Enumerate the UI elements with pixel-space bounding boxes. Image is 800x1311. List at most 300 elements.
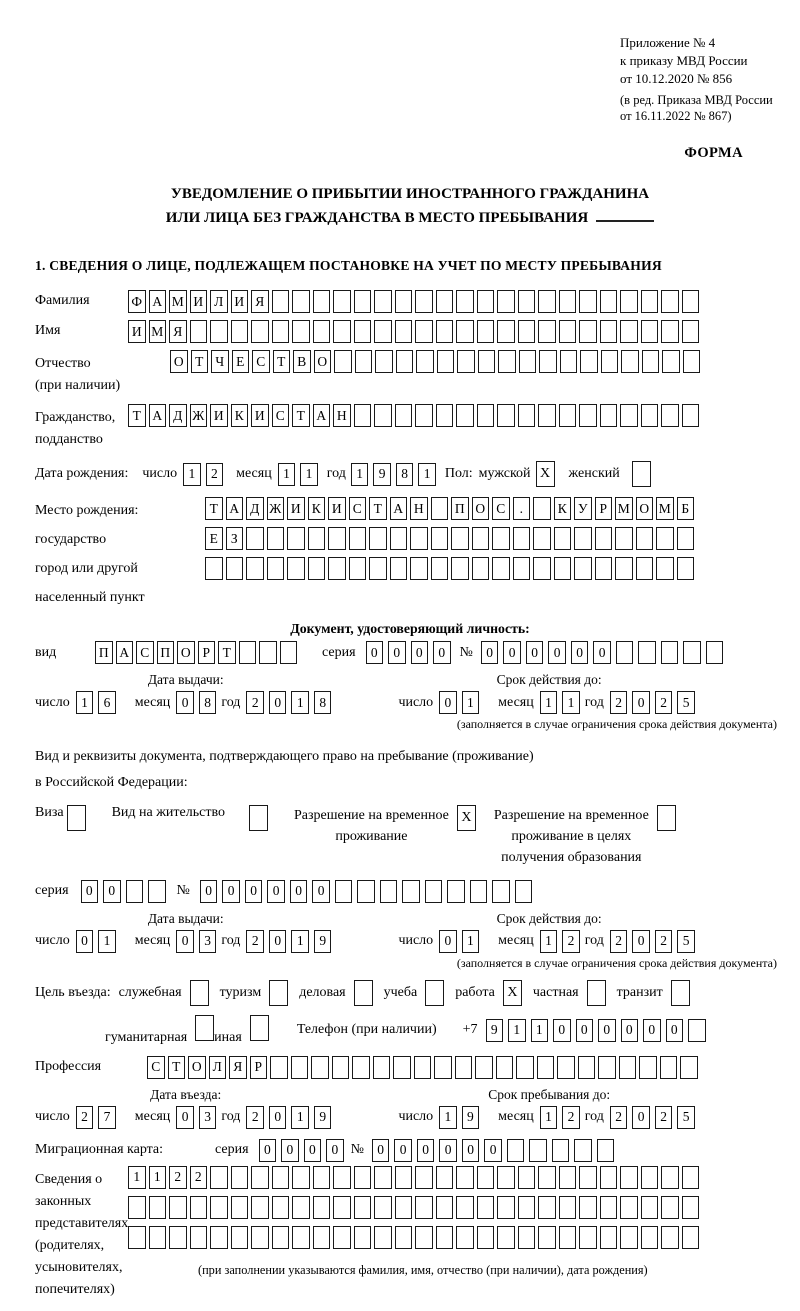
char-cell[interactable]: [661, 290, 679, 313]
char-cell[interactable]: 0: [503, 641, 521, 664]
char-cell[interactable]: 2: [610, 1106, 628, 1129]
char-cell[interactable]: [333, 1166, 351, 1189]
char-cell[interactable]: Т: [205, 497, 223, 520]
char-cell[interactable]: [437, 350, 455, 373]
char-cell[interactable]: [355, 350, 373, 373]
char-cell[interactable]: 0: [304, 1139, 322, 1162]
char-cell[interactable]: [472, 527, 490, 550]
char-cell[interactable]: [498, 350, 516, 373]
char-cell[interactable]: [190, 1226, 208, 1249]
char-cell[interactable]: Д: [246, 497, 264, 520]
char-cell[interactable]: 2: [169, 1166, 187, 1189]
char-cell[interactable]: Л: [210, 290, 228, 313]
char-cell[interactable]: [354, 404, 372, 427]
residence-expiry-year-cells[interactable]: [610, 930, 700, 953]
char-cell[interactable]: [259, 641, 277, 664]
char-cell[interactable]: Ф: [128, 290, 146, 313]
char-cell[interactable]: [538, 404, 556, 427]
char-cell[interactable]: [552, 1139, 570, 1162]
char-cell[interactable]: [267, 527, 285, 550]
char-cell[interactable]: [231, 1196, 249, 1219]
char-cell[interactable]: [149, 1226, 167, 1249]
char-cell[interactable]: 1: [462, 930, 480, 953]
visa-checkbox[interactable]: [67, 805, 86, 831]
profession-cells[interactable]: [147, 1056, 701, 1079]
surname-cells[interactable]: [128, 290, 702, 313]
char-cell[interactable]: [620, 1166, 638, 1189]
char-cell[interactable]: [272, 1226, 290, 1249]
char-cell[interactable]: [369, 527, 387, 550]
char-cell[interactable]: [620, 320, 638, 343]
firstname-cells[interactable]: [128, 320, 702, 343]
char-cell[interactable]: [335, 880, 353, 903]
char-cell[interactable]: [513, 557, 531, 580]
char-cell[interactable]: 2: [246, 930, 264, 953]
char-cell[interactable]: С: [492, 497, 510, 520]
char-cell[interactable]: М: [615, 497, 633, 520]
char-cell[interactable]: 0: [269, 1106, 287, 1129]
char-cell[interactable]: [656, 557, 674, 580]
char-cell[interactable]: [682, 1166, 700, 1189]
char-cell[interactable]: 1: [278, 463, 296, 486]
char-cell[interactable]: 0: [481, 641, 499, 664]
char-cell[interactable]: [210, 320, 228, 343]
char-cell[interactable]: П: [451, 497, 469, 520]
birth-place-cells-row2[interactable]: [205, 527, 697, 550]
char-cell[interactable]: 1: [540, 1106, 558, 1129]
char-cell[interactable]: 1: [439, 1106, 457, 1129]
char-cell[interactable]: [559, 320, 577, 343]
char-cell[interactable]: [641, 404, 659, 427]
char-cell[interactable]: 0: [417, 1139, 435, 1162]
char-cell[interactable]: [636, 527, 654, 550]
char-cell[interactable]: 2: [562, 930, 580, 953]
char-cell[interactable]: [333, 290, 351, 313]
char-cell[interactable]: [507, 1139, 525, 1162]
entry-day-cells[interactable]: [76, 1106, 121, 1129]
char-cell[interactable]: [354, 1226, 372, 1249]
char-cell[interactable]: [354, 1196, 372, 1219]
char-cell[interactable]: И: [251, 404, 269, 427]
char-cell[interactable]: [537, 1056, 555, 1079]
char-cell[interactable]: 0: [411, 641, 429, 664]
stay-year-cells[interactable]: [610, 1106, 700, 1129]
birth-month-cells[interactable]: [278, 463, 323, 486]
char-cell[interactable]: [518, 1166, 536, 1189]
char-cell[interactable]: 0: [632, 691, 650, 714]
char-cell[interactable]: О: [314, 350, 332, 373]
purpose-option-checkbox[interactable]: [190, 980, 209, 1006]
char-cell[interactable]: [313, 1166, 331, 1189]
representatives-cells-row2[interactable]: [128, 1196, 702, 1219]
char-cell[interactable]: У: [574, 497, 592, 520]
char-cell[interactable]: [497, 290, 515, 313]
char-cell[interactable]: [210, 1166, 228, 1189]
char-cell[interactable]: [456, 290, 474, 313]
char-cell[interactable]: [538, 1226, 556, 1249]
entry-month-cells[interactable]: [176, 1106, 221, 1129]
char-cell[interactable]: Т: [273, 350, 291, 373]
char-cell[interactable]: [328, 557, 346, 580]
char-cell[interactable]: З: [226, 527, 244, 550]
char-cell[interactable]: 0: [176, 691, 194, 714]
char-cell[interactable]: [374, 1166, 392, 1189]
char-cell[interactable]: 1: [291, 691, 309, 714]
birth-day-cells[interactable]: [183, 463, 228, 486]
residence-expiry-day-cells[interactable]: [439, 930, 484, 953]
char-cell[interactable]: [425, 880, 443, 903]
char-cell[interactable]: 2: [562, 1106, 580, 1129]
char-cell[interactable]: П: [157, 641, 175, 664]
char-cell[interactable]: [574, 557, 592, 580]
char-cell[interactable]: [477, 1166, 495, 1189]
char-cell[interactable]: 0: [269, 691, 287, 714]
char-cell[interactable]: С: [252, 350, 270, 373]
char-cell[interactable]: [395, 1196, 413, 1219]
char-cell[interactable]: [661, 404, 679, 427]
char-cell[interactable]: [533, 527, 551, 550]
char-cell[interactable]: [436, 1226, 454, 1249]
char-cell[interactable]: [251, 1196, 269, 1219]
char-cell[interactable]: [416, 350, 434, 373]
char-cell[interactable]: [333, 320, 351, 343]
residence-expiry-month-cells[interactable]: [540, 930, 585, 953]
char-cell[interactable]: [513, 527, 531, 550]
char-cell[interactable]: 9: [486, 1019, 504, 1042]
char-cell[interactable]: 3: [199, 1106, 217, 1129]
char-cell[interactable]: [641, 290, 659, 313]
char-cell[interactable]: Я: [169, 320, 187, 343]
char-cell[interactable]: [395, 1226, 413, 1249]
char-cell[interactable]: [287, 527, 305, 550]
char-cell[interactable]: [313, 1226, 331, 1249]
char-cell[interactable]: [205, 557, 223, 580]
char-cell[interactable]: 1: [128, 1166, 146, 1189]
char-cell[interactable]: [374, 1196, 392, 1219]
char-cell[interactable]: [600, 1226, 618, 1249]
char-cell[interactable]: [436, 320, 454, 343]
char-cell[interactable]: [292, 1166, 310, 1189]
char-cell[interactable]: [402, 880, 420, 903]
char-cell[interactable]: [456, 1226, 474, 1249]
char-cell[interactable]: Н: [410, 497, 428, 520]
char-cell[interactable]: [595, 557, 613, 580]
char-cell[interactable]: [597, 1139, 615, 1162]
char-cell[interactable]: [677, 527, 695, 550]
char-cell[interactable]: О: [177, 641, 195, 664]
char-cell[interactable]: [680, 1056, 698, 1079]
char-cell[interactable]: Т: [191, 350, 209, 373]
char-cell[interactable]: [374, 320, 392, 343]
char-cell[interactable]: [374, 290, 392, 313]
char-cell[interactable]: 0: [394, 1139, 412, 1162]
char-cell[interactable]: [477, 1226, 495, 1249]
char-cell[interactable]: [333, 1226, 351, 1249]
char-cell[interactable]: 0: [548, 641, 566, 664]
char-cell[interactable]: В: [293, 350, 311, 373]
purpose-option-checkbox[interactable]: [671, 980, 690, 1006]
char-cell[interactable]: И: [128, 320, 146, 343]
expiry-year-cells[interactable]: [610, 691, 700, 714]
char-cell[interactable]: [415, 290, 433, 313]
char-cell[interactable]: [600, 290, 618, 313]
char-cell[interactable]: [620, 1226, 638, 1249]
char-cell[interactable]: [354, 1166, 372, 1189]
char-cell[interactable]: [620, 404, 638, 427]
char-cell[interactable]: М: [149, 320, 167, 343]
char-cell[interactable]: [436, 1196, 454, 1219]
char-cell[interactable]: [682, 404, 700, 427]
char-cell[interactable]: [538, 1166, 556, 1189]
char-cell[interactable]: И: [210, 404, 228, 427]
char-cell[interactable]: 0: [553, 1019, 571, 1042]
char-cell[interactable]: [456, 404, 474, 427]
char-cell[interactable]: 1: [540, 930, 558, 953]
char-cell[interactable]: [414, 1056, 432, 1079]
char-cell[interactable]: 0: [366, 641, 384, 664]
char-cell[interactable]: [451, 557, 469, 580]
char-cell[interactable]: П: [95, 641, 113, 664]
char-cell[interactable]: [497, 1196, 515, 1219]
char-cell[interactable]: [470, 880, 488, 903]
char-cell[interactable]: [492, 527, 510, 550]
phone-cells[interactable]: [486, 1019, 711, 1042]
char-cell[interactable]: 0: [462, 1139, 480, 1162]
char-cell[interactable]: 0: [245, 880, 263, 903]
char-cell[interactable]: [682, 290, 700, 313]
char-cell[interactable]: [538, 1196, 556, 1219]
char-cell[interactable]: 0: [643, 1019, 661, 1042]
char-cell[interactable]: [497, 1166, 515, 1189]
char-cell[interactable]: 0: [484, 1139, 502, 1162]
char-cell[interactable]: 0: [267, 880, 285, 903]
char-cell[interactable]: [246, 527, 264, 550]
char-cell[interactable]: [688, 1019, 706, 1042]
char-cell[interactable]: [231, 1226, 249, 1249]
char-cell[interactable]: [455, 1056, 473, 1079]
char-cell[interactable]: [374, 404, 392, 427]
char-cell[interactable]: 0: [259, 1139, 277, 1162]
char-cell[interactable]: .: [513, 497, 531, 520]
char-cell[interactable]: [475, 1056, 493, 1079]
temp-permit-checkbox[interactable]: X: [457, 805, 476, 831]
edu-permit-checkbox[interactable]: [657, 805, 676, 831]
char-cell[interactable]: [677, 557, 695, 580]
char-cell[interactable]: Т: [128, 404, 146, 427]
char-cell[interactable]: [600, 1196, 618, 1219]
char-cell[interactable]: 9: [314, 1106, 332, 1129]
char-cell[interactable]: 0: [433, 641, 451, 664]
char-cell[interactable]: [579, 1226, 597, 1249]
char-cell[interactable]: 1: [300, 463, 318, 486]
residence-series-cells[interactable]: [81, 880, 171, 903]
char-cell[interactable]: 9: [373, 463, 391, 486]
char-cell[interactable]: М: [656, 497, 674, 520]
char-cell[interactable]: [478, 350, 496, 373]
char-cell[interactable]: И: [287, 497, 305, 520]
char-cell[interactable]: [126, 880, 144, 903]
char-cell[interactable]: [287, 557, 305, 580]
char-cell[interactable]: [554, 557, 572, 580]
char-cell[interactable]: 2: [246, 1106, 264, 1129]
char-cell[interactable]: [395, 290, 413, 313]
char-cell[interactable]: [292, 1226, 310, 1249]
issue-day-cells[interactable]: [76, 691, 121, 714]
char-cell[interactable]: [354, 320, 372, 343]
char-cell[interactable]: 2: [246, 691, 264, 714]
char-cell[interactable]: [431, 557, 449, 580]
char-cell[interactable]: [415, 1196, 433, 1219]
char-cell[interactable]: [354, 290, 372, 313]
char-cell[interactable]: [533, 557, 551, 580]
char-cell[interactable]: [395, 404, 413, 427]
char-cell[interactable]: А: [313, 404, 331, 427]
char-cell[interactable]: Р: [250, 1056, 268, 1079]
char-cell[interactable]: [579, 404, 597, 427]
char-cell[interactable]: 0: [176, 1106, 194, 1129]
issue-year-cells[interactable]: [246, 691, 336, 714]
char-cell[interactable]: [349, 557, 367, 580]
char-cell[interactable]: Е: [205, 527, 223, 550]
char-cell[interactable]: [456, 1166, 474, 1189]
char-cell[interactable]: [169, 1196, 187, 1219]
char-cell[interactable]: [456, 320, 474, 343]
char-cell[interactable]: [374, 1226, 392, 1249]
birth-place-cells-row1[interactable]: [205, 497, 697, 520]
char-cell[interactable]: [415, 404, 433, 427]
char-cell[interactable]: [497, 1226, 515, 1249]
char-cell[interactable]: [369, 557, 387, 580]
char-cell[interactable]: [682, 1226, 700, 1249]
char-cell[interactable]: Ж: [267, 497, 285, 520]
char-cell[interactable]: С: [272, 404, 290, 427]
char-cell[interactable]: [334, 350, 352, 373]
char-cell[interactable]: [410, 527, 428, 550]
doc-type-cells[interactable]: [95, 641, 300, 664]
char-cell[interactable]: [410, 557, 428, 580]
char-cell[interactable]: Я: [251, 290, 269, 313]
char-cell[interactable]: [270, 1056, 288, 1079]
char-cell[interactable]: 2: [655, 1106, 673, 1129]
char-cell[interactable]: [390, 557, 408, 580]
char-cell[interactable]: [431, 497, 449, 520]
char-cell[interactable]: 5: [677, 691, 695, 714]
doc-number-cells[interactable]: [481, 641, 729, 664]
char-cell[interactable]: [313, 290, 331, 313]
residence-issue-day-cells[interactable]: [76, 930, 121, 953]
char-cell[interactable]: [497, 404, 515, 427]
char-cell[interactable]: [311, 1056, 329, 1079]
char-cell[interactable]: [239, 641, 257, 664]
char-cell[interactable]: [436, 1166, 454, 1189]
char-cell[interactable]: [332, 1056, 350, 1079]
char-cell[interactable]: [272, 1166, 290, 1189]
char-cell[interactable]: [251, 320, 269, 343]
char-cell[interactable]: 1: [562, 691, 580, 714]
residence-number-cells[interactable]: [200, 880, 538, 903]
entry-year-cells[interactable]: [246, 1106, 336, 1129]
char-cell[interactable]: 0: [81, 880, 99, 903]
char-cell[interactable]: [375, 350, 393, 373]
char-cell[interactable]: 0: [176, 930, 194, 953]
char-cell[interactable]: А: [116, 641, 134, 664]
char-cell[interactable]: [518, 1196, 536, 1219]
char-cell[interactable]: С: [147, 1056, 165, 1079]
char-cell[interactable]: [519, 350, 537, 373]
char-cell[interactable]: И: [328, 497, 346, 520]
char-cell[interactable]: С: [136, 641, 154, 664]
char-cell[interactable]: [638, 641, 656, 664]
char-cell[interactable]: 5: [677, 930, 695, 953]
char-cell[interactable]: [656, 527, 674, 550]
purpose-option-checkbox[interactable]: [354, 980, 373, 1006]
char-cell[interactable]: [451, 527, 469, 550]
char-cell[interactable]: [580, 350, 598, 373]
char-cell[interactable]: М: [169, 290, 187, 313]
char-cell[interactable]: Е: [232, 350, 250, 373]
char-cell[interactable]: [415, 1226, 433, 1249]
char-cell[interactable]: [661, 320, 679, 343]
purpose-option-checkbox[interactable]: [250, 1015, 269, 1041]
char-cell[interactable]: [579, 1166, 597, 1189]
char-cell[interactable]: 0: [200, 880, 218, 903]
char-cell[interactable]: [559, 1166, 577, 1189]
char-cell[interactable]: [395, 320, 413, 343]
purpose-option-checkbox[interactable]: [425, 980, 444, 1006]
char-cell[interactable]: [579, 1196, 597, 1219]
char-cell[interactable]: [636, 557, 654, 580]
char-cell[interactable]: [308, 527, 326, 550]
char-cell[interactable]: 2: [206, 463, 224, 486]
char-cell[interactable]: А: [149, 404, 167, 427]
char-cell[interactable]: И: [190, 290, 208, 313]
char-cell[interactable]: [272, 320, 290, 343]
char-cell[interactable]: [477, 320, 495, 343]
char-cell[interactable]: [662, 350, 680, 373]
char-cell[interactable]: 2: [655, 930, 673, 953]
char-cell[interactable]: [492, 557, 510, 580]
char-cell[interactable]: [291, 1056, 309, 1079]
char-cell[interactable]: [615, 557, 633, 580]
char-cell[interactable]: 0: [439, 1139, 457, 1162]
char-cell[interactable]: [313, 1196, 331, 1219]
char-cell[interactable]: 1: [291, 1106, 309, 1129]
char-cell[interactable]: 0: [290, 880, 308, 903]
char-cell[interactable]: 2: [610, 930, 628, 953]
char-cell[interactable]: [380, 880, 398, 903]
char-cell[interactable]: 0: [281, 1139, 299, 1162]
char-cell[interactable]: [149, 1196, 167, 1219]
char-cell[interactable]: [600, 320, 618, 343]
char-cell[interactable]: [292, 320, 310, 343]
char-cell[interactable]: Б: [677, 497, 695, 520]
char-cell[interactable]: [477, 404, 495, 427]
char-cell[interactable]: 1: [98, 930, 116, 953]
char-cell[interactable]: [492, 880, 510, 903]
char-cell[interactable]: К: [231, 404, 249, 427]
issue-month-cells[interactable]: [176, 691, 221, 714]
char-cell[interactable]: [559, 404, 577, 427]
char-cell[interactable]: 5: [677, 1106, 695, 1129]
char-cell[interactable]: 8: [396, 463, 414, 486]
char-cell[interactable]: А: [390, 497, 408, 520]
char-cell[interactable]: А: [226, 497, 244, 520]
char-cell[interactable]: 9: [314, 930, 332, 953]
char-cell[interactable]: [431, 527, 449, 550]
char-cell[interactable]: [436, 404, 454, 427]
char-cell[interactable]: [515, 880, 533, 903]
purpose-option-checkbox[interactable]: [587, 980, 606, 1006]
